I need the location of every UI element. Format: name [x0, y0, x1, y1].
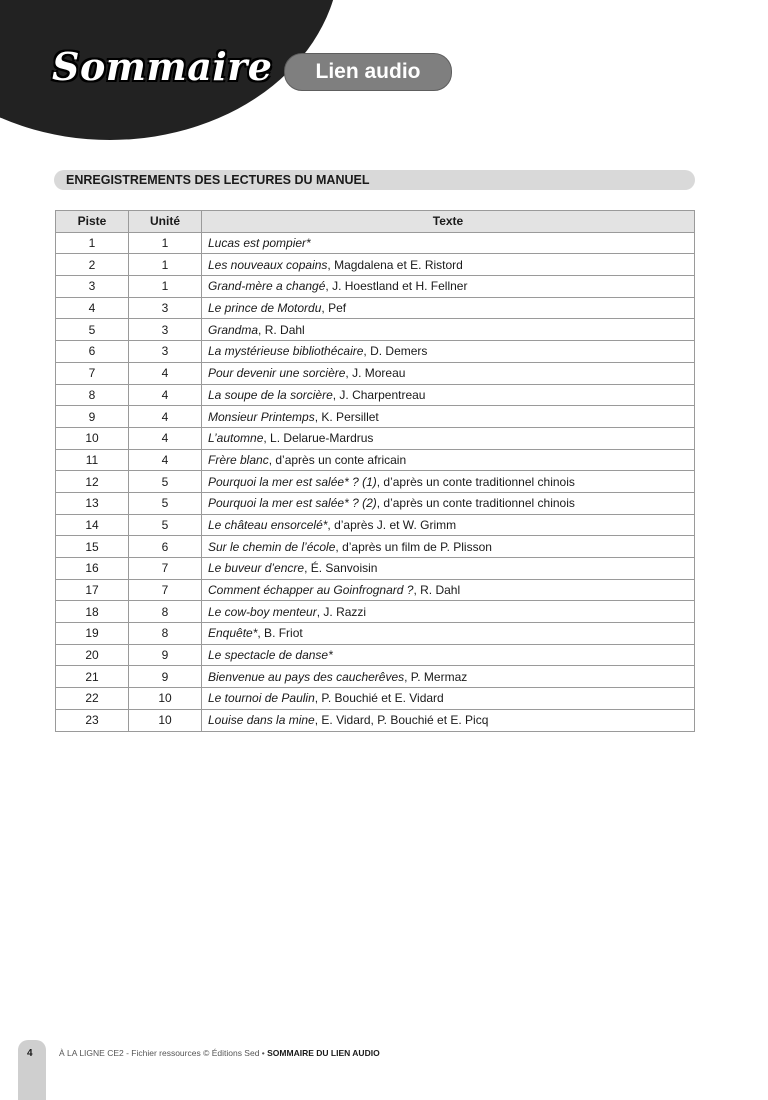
cell-unite: 5: [129, 492, 202, 514]
cell-piste: 15: [56, 536, 129, 558]
table-row: [56, 362, 695, 384]
work-author: , É. Sanvoisin: [304, 561, 378, 576]
work-title: Lucas est pompier*: [208, 236, 311, 251]
column-header-piste: Piste: [56, 211, 129, 233]
work-title: Pourquoi la mer est salée* ? (1): [208, 474, 377, 489]
cell-texte: [202, 688, 695, 710]
cell-unite: 1: [129, 276, 202, 298]
work-title: La mystérieuse bibliothécaire: [208, 344, 364, 359]
work-author: , P. Bouchié et E. Vidard: [314, 691, 444, 706]
work-title: Monsieur Printemps: [208, 409, 315, 424]
work-author: , d’après un film de P. Plisson: [335, 539, 492, 554]
cell-texte: [202, 623, 695, 645]
cell-texte: [202, 471, 695, 493]
work-author: , B. Friot: [257, 626, 303, 641]
table-row: [56, 341, 695, 363]
table-row: [56, 601, 695, 623]
cell-unite: 3: [129, 319, 202, 341]
cell-piste: 10: [56, 427, 129, 449]
cell-unite: 9: [129, 666, 202, 688]
cell-texte: [202, 536, 695, 558]
cell-unite: 4: [129, 449, 202, 471]
work-author: , R. Dahl: [413, 583, 461, 598]
cell-unite: 8: [129, 601, 202, 623]
work-author: , D. Demers: [363, 344, 428, 359]
work-title: Le buveur d’encre: [208, 561, 305, 576]
cell-piste: 20: [56, 644, 129, 666]
footer-section-name: SOMMAIRE DU LIEN AUDIO: [267, 1048, 380, 1058]
cell-piste: 4: [56, 297, 129, 319]
table-row: [56, 297, 695, 319]
table-row: [56, 427, 695, 449]
table-row: [56, 254, 695, 276]
column-header-texte: Texte: [202, 211, 695, 233]
cell-texte: [202, 406, 695, 428]
work-author: , Pef: [321, 301, 347, 316]
table-row: [56, 319, 695, 341]
table-row: [56, 232, 695, 254]
cell-unite: 4: [129, 384, 202, 406]
work-author: , E. Vidard, P. Bouchié et E. Picq: [314, 713, 489, 728]
work-title: Grand-mère a changé: [208, 279, 326, 294]
work-author: , J. Moreau: [345, 366, 406, 381]
cell-piste: 2: [56, 254, 129, 276]
work-title: L’automne: [208, 431, 264, 446]
cell-texte: [202, 384, 695, 406]
table-row: [56, 558, 695, 580]
cell-unite: 8: [129, 623, 202, 645]
table-row: [56, 536, 695, 558]
audio-link-badge: Lien audio: [284, 53, 452, 91]
cell-piste: 9: [56, 406, 129, 428]
work-title: Bienvenue au pays des caucherêves: [208, 669, 405, 684]
page-title: Sommaire: [52, 44, 273, 89]
work-author: , d’après un conte africain: [268, 452, 407, 467]
tracks-table: [55, 210, 695, 732]
table-row: [56, 406, 695, 428]
table-row: [56, 449, 695, 471]
cell-texte: [202, 579, 695, 601]
work-author: , J. Charpentreau: [332, 387, 426, 402]
cell-texte: [202, 514, 695, 536]
work-title: Grandma: [208, 322, 259, 337]
section-heading: ENREGISTREMENTS DES LECTURES DU MANUEL: [54, 170, 695, 190]
work-title: Pourquoi la mer est salée* ? (2): [208, 496, 377, 511]
work-author: , K. Persillet: [314, 409, 379, 424]
work-title: Louise dans la mine: [208, 713, 315, 728]
cell-piste: 3: [56, 276, 129, 298]
cell-unite: 5: [129, 471, 202, 493]
cell-texte: [202, 449, 695, 471]
work-title: Le prince de Motordu: [208, 301, 322, 316]
page-number: 4: [27, 1048, 33, 1059]
work-title: Le château ensorcelé*: [208, 517, 328, 532]
cell-unite: 4: [129, 427, 202, 449]
cell-texte: [202, 297, 695, 319]
cell-piste: 17: [56, 579, 129, 601]
cell-piste: 21: [56, 666, 129, 688]
work-title: Pour devenir une sorcière: [208, 366, 346, 381]
cell-piste: 8: [56, 384, 129, 406]
cell-unite: 10: [129, 709, 202, 731]
cell-piste: 5: [56, 319, 129, 341]
column-header-unite: Unité: [129, 211, 202, 233]
table-row: [56, 623, 695, 645]
table-row: [56, 666, 695, 688]
work-title: Enquête*: [208, 626, 258, 641]
table-row: [56, 514, 695, 536]
work-title: Le cow-boy menteur: [208, 604, 317, 619]
table-row: [56, 276, 695, 298]
cell-unite: 1: [129, 232, 202, 254]
table-row: [56, 492, 695, 514]
cell-unite: 5: [129, 514, 202, 536]
work-author: , Magdalena et E. Ristord: [327, 257, 463, 272]
table-row: [56, 644, 695, 666]
cell-unite: 9: [129, 644, 202, 666]
cell-piste: 13: [56, 492, 129, 514]
cell-texte: [202, 709, 695, 731]
cell-piste: 11: [56, 449, 129, 471]
work-author: , d’après un conte traditionnel chinois: [376, 496, 575, 511]
cell-texte: [202, 558, 695, 580]
cell-piste: 22: [56, 688, 129, 710]
cell-texte: [202, 232, 695, 254]
work-title: Le tournoi de Paulin: [208, 691, 315, 706]
table-row: [56, 579, 695, 601]
work-author: , d’après J. et W. Grimm: [327, 517, 457, 532]
cell-piste: 7: [56, 362, 129, 384]
table-header-row: [56, 211, 695, 233]
table-row: [56, 471, 695, 493]
cell-unite: 7: [129, 558, 202, 580]
work-title: Sur le chemin de l’école: [208, 539, 336, 554]
cell-unite: 4: [129, 362, 202, 384]
cell-piste: 18: [56, 601, 129, 623]
work-author: , d’après un conte traditionnel chinois: [376, 474, 575, 489]
cell-texte: [202, 492, 695, 514]
work-author: , J. Hoestland et H. Fellner: [325, 279, 468, 294]
footer-credit: [59, 1048, 380, 1058]
cell-piste: 23: [56, 709, 129, 731]
work-title: Les nouveaux copains: [208, 257, 328, 272]
table-row: [56, 384, 695, 406]
work-author: , J. Razzi: [316, 604, 367, 619]
cell-unite: 6: [129, 536, 202, 558]
work-title: Le spectacle de danse*: [208, 648, 333, 663]
cell-texte: [202, 601, 695, 623]
cell-unite: 7: [129, 579, 202, 601]
work-title: Comment échapper au Goinfrognard ?: [208, 583, 414, 598]
cell-texte: [202, 644, 695, 666]
cell-piste: 16: [56, 558, 129, 580]
cell-texte: [202, 341, 695, 363]
cell-texte: [202, 666, 695, 688]
cell-piste: 6: [56, 341, 129, 363]
cell-piste: 14: [56, 514, 129, 536]
cell-texte: [202, 427, 695, 449]
cell-texte: [202, 319, 695, 341]
cell-unite: 3: [129, 341, 202, 363]
cell-piste: 1: [56, 232, 129, 254]
cell-unite: 3: [129, 297, 202, 319]
work-title: Frère blanc: [208, 452, 269, 467]
cell-unite: 10: [129, 688, 202, 710]
work-author: , P. Mermaz: [404, 669, 468, 684]
cell-piste: 19: [56, 623, 129, 645]
cell-unite: 4: [129, 406, 202, 428]
cell-texte: [202, 276, 695, 298]
cell-piste: 12: [56, 471, 129, 493]
table-row: [56, 709, 695, 731]
work-title: La soupe de la sorcière: [208, 387, 333, 402]
work-author: , L. Delarue-Mardrus: [263, 431, 374, 446]
footer-credit-text: À LA LIGNE CE2 - Fichier ressources © Éditions Sed •: [59, 1048, 268, 1058]
cell-texte: [202, 362, 695, 384]
cell-unite: 1: [129, 254, 202, 276]
work-author: , R. Dahl: [258, 322, 305, 337]
cell-texte: [202, 254, 695, 276]
table-row: [56, 688, 695, 710]
